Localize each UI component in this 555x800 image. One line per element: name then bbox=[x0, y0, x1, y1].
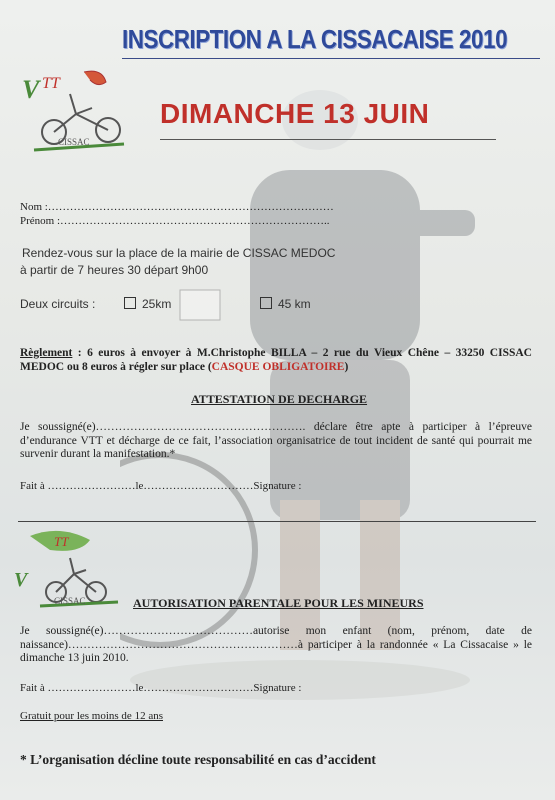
attestation-heading: ATTESTATION DE DECHARGE bbox=[191, 392, 368, 406]
logo-town: CISSAC bbox=[58, 137, 90, 147]
reglement-end: ) bbox=[344, 360, 349, 373]
date-underline bbox=[160, 139, 496, 140]
attestation-text: Je soussigné(e)………………………………………………. déclare être apte à participer à l’épreuve d’endurance VTT et décharge de ce fait, l’association organisatrice de tout incident de santé qui pourrait me survenir durant la manifestation.* bbox=[20, 421, 532, 460]
logo-town-bottom: CISSAC bbox=[54, 596, 86, 606]
circuit-45-label: 45 km bbox=[278, 297, 311, 311]
autorisation-heading: AUTORISATION PARENTALE POUR LES MINEURS bbox=[133, 596, 424, 610]
circuits-label: Deux circuits : bbox=[20, 297, 96, 311]
rendezvous-line2: à partir de 7 heures 30 départ 9h00 bbox=[20, 263, 209, 277]
prenom-field[interactable]: Prénom :……………………………………………………………….. bbox=[20, 215, 330, 227]
autorisation-fait-line[interactable]: Fait à ……………………le…………………………Signature : bbox=[20, 682, 302, 694]
rendezvous-line1: Rendez-vous sur la place de la mairie de CISSAC MEDOC bbox=[22, 246, 336, 260]
gratuit-note: Gratuit pour les moins de 12 ans bbox=[20, 710, 163, 722]
reglement-text: : 6 euros à envoyer à M.Christophe BILLA – 2 rue du Vieux Chêne – 33250 CISSAC MEDOC ou 8 euros à régler sur place ( bbox=[20, 347, 532, 373]
attestation-fait-line[interactable]: Fait à ……………………le…………………………Signature : bbox=[20, 480, 302, 492]
title-underline bbox=[122, 58, 540, 59]
reglement-paragraph bbox=[20, 347, 532, 374]
checkbox-45km[interactable] bbox=[260, 297, 272, 309]
svg-text:TT: TT bbox=[54, 534, 69, 549]
casque-warning: CASQUE OBLIGATOIRE bbox=[211, 360, 345, 373]
svg-text:TT: TT bbox=[42, 75, 60, 92]
circuit-option-45[interactable] bbox=[260, 297, 311, 311]
circuit-option-25[interactable] bbox=[124, 297, 171, 311]
svg-text:V: V bbox=[14, 569, 28, 591]
autorisation-text: Je soussigné(e)…………………………………autorise mon enfant (nom, prénom, date de naissance)……………………………………………………à participer à la randonnée « La Cissacaise » le dimanche 13 juin 2010. bbox=[20, 625, 532, 664]
reglement-label: Règlement bbox=[20, 347, 73, 359]
svg-text:V: V bbox=[22, 75, 40, 104]
circuit-25-label: 25km bbox=[142, 297, 172, 311]
nom-field[interactable]: Nom :…………………………………………………………………… bbox=[20, 201, 334, 213]
section-divider bbox=[18, 521, 536, 522]
checkbox-25km[interactable] bbox=[124, 297, 136, 309]
disclaimer-note: * L’organisation décline toute responsabilité en cas d’accident bbox=[20, 752, 376, 767]
page-title: INSCRIPTION A LA CISSACAISE 2010 bbox=[122, 24, 508, 54]
event-date: DIMANCHE 13 JUIN bbox=[160, 98, 430, 129]
